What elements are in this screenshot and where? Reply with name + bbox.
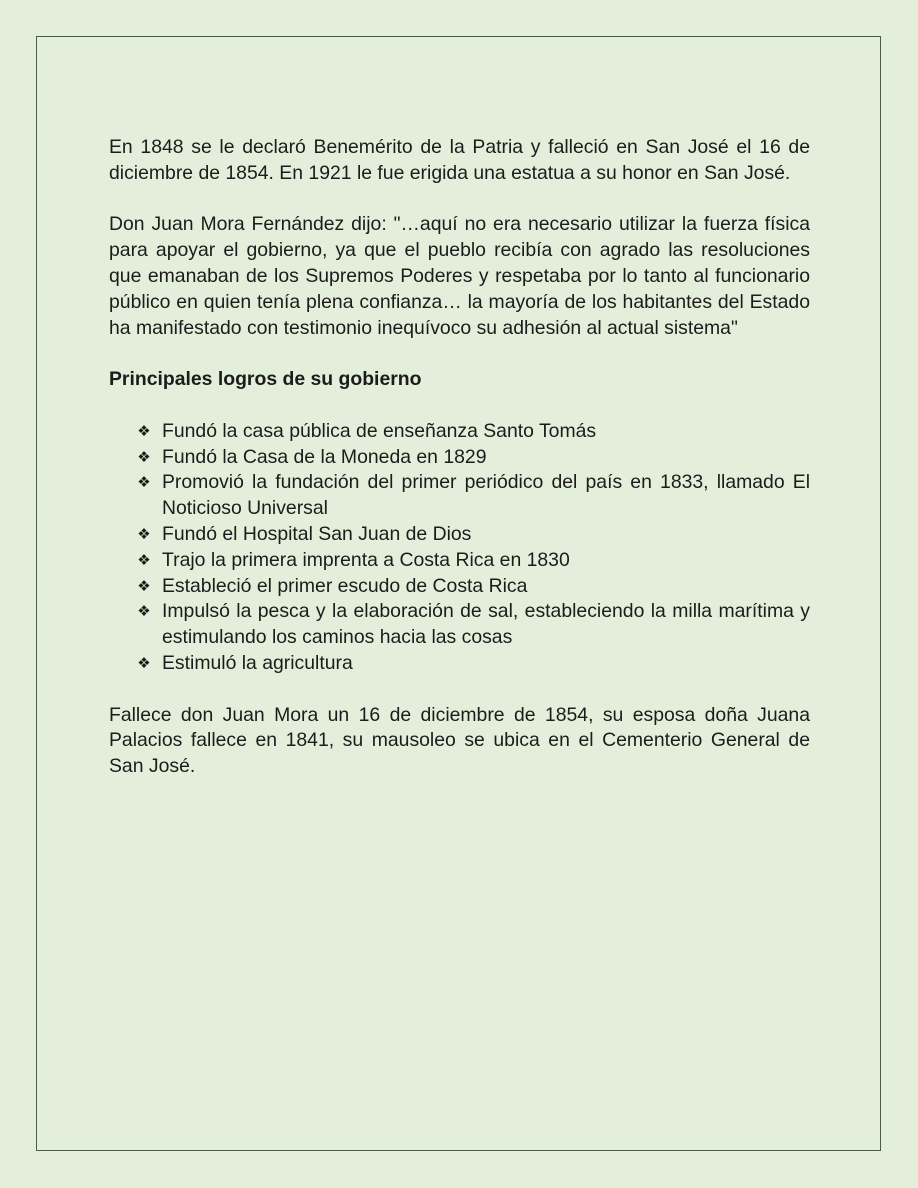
section-heading: Principales logros de su gobierno xyxy=(109,368,422,391)
paragraph-spacer xyxy=(109,677,810,703)
paragraph-fallece: Fallece don Juan Mora un 16 de diciembre de 1854, su esposa doña Juana Palacios fallece en 1841, su mausoleo se ubica en el Cementerio General de San José. xyxy=(109,703,810,778)
list-item-text: Fundó la casa pública de enseñanza Santo Tomás xyxy=(162,419,597,442)
list-item xyxy=(137,599,810,651)
list-item-text: Fundó la Casa de la Moneda en 1829 xyxy=(162,445,487,468)
list-item xyxy=(137,470,810,522)
paragraph-spacer xyxy=(109,393,810,419)
list-item xyxy=(137,419,810,445)
list-item-text: Estableció el primer escudo de Costa Rica xyxy=(162,574,528,597)
list-item-text: Estimuló la agricultura xyxy=(162,651,353,674)
list-item xyxy=(137,548,810,574)
four-diamond-bullet-icon: ❖ xyxy=(137,653,151,672)
four-diamond-bullet-icon: ❖ xyxy=(137,550,151,569)
list-item xyxy=(137,651,810,677)
list-item xyxy=(137,522,810,548)
list-item-text: Promovió la fundación del primer periódico del país en 1833, llamado El Noticioso Universal xyxy=(162,471,810,520)
four-diamond-bullet-icon: ❖ xyxy=(137,421,151,440)
four-diamond-bullet-icon: ❖ xyxy=(137,524,151,543)
list-item-text: Fundó el Hospital San Juan de Dios xyxy=(162,522,472,545)
paragraph-spacer xyxy=(109,341,810,367)
paragraph-quote: Don Juan Mora Fernández dijo: "…aquí no era necesario utilizar la fuerza física para apoyar el gobierno, ya que el pueblo recibía con agrado las resoluciones que emanaban de los Supremos Poderes y respetaba por lo tanto al funcionario público en quien tenía plena confianza… la mayoría de los habitantes del Estado ha manifestado con testimonio inequívoco su adhesión al actual sistema" xyxy=(109,213,810,339)
list-item xyxy=(137,445,810,471)
achievements-list xyxy=(109,419,810,677)
list-item-text: Impulsó la pesca y la elaboración de sal, estableciendo la milla marítima y estimulando los caminos hacia las cosas xyxy=(162,600,810,649)
document-body xyxy=(109,135,810,780)
paragraph-benemerito: En 1848 se le declaró Benemérito de la Patria y falleció en San José el 16 de diciembre de 1854. En 1921 le fue erigida una estatua a su honor en San José. xyxy=(109,136,810,184)
list-item xyxy=(137,574,810,600)
four-diamond-bullet-icon: ❖ xyxy=(137,447,151,466)
paragraph-spacer xyxy=(109,187,810,213)
four-diamond-bullet-icon: ❖ xyxy=(137,473,151,492)
list-item-text: Trajo la primera imprenta a Costa Rica en 1830 xyxy=(162,548,570,571)
four-diamond-bullet-icon: ❖ xyxy=(137,602,151,621)
four-diamond-bullet-icon: ❖ xyxy=(137,576,151,595)
